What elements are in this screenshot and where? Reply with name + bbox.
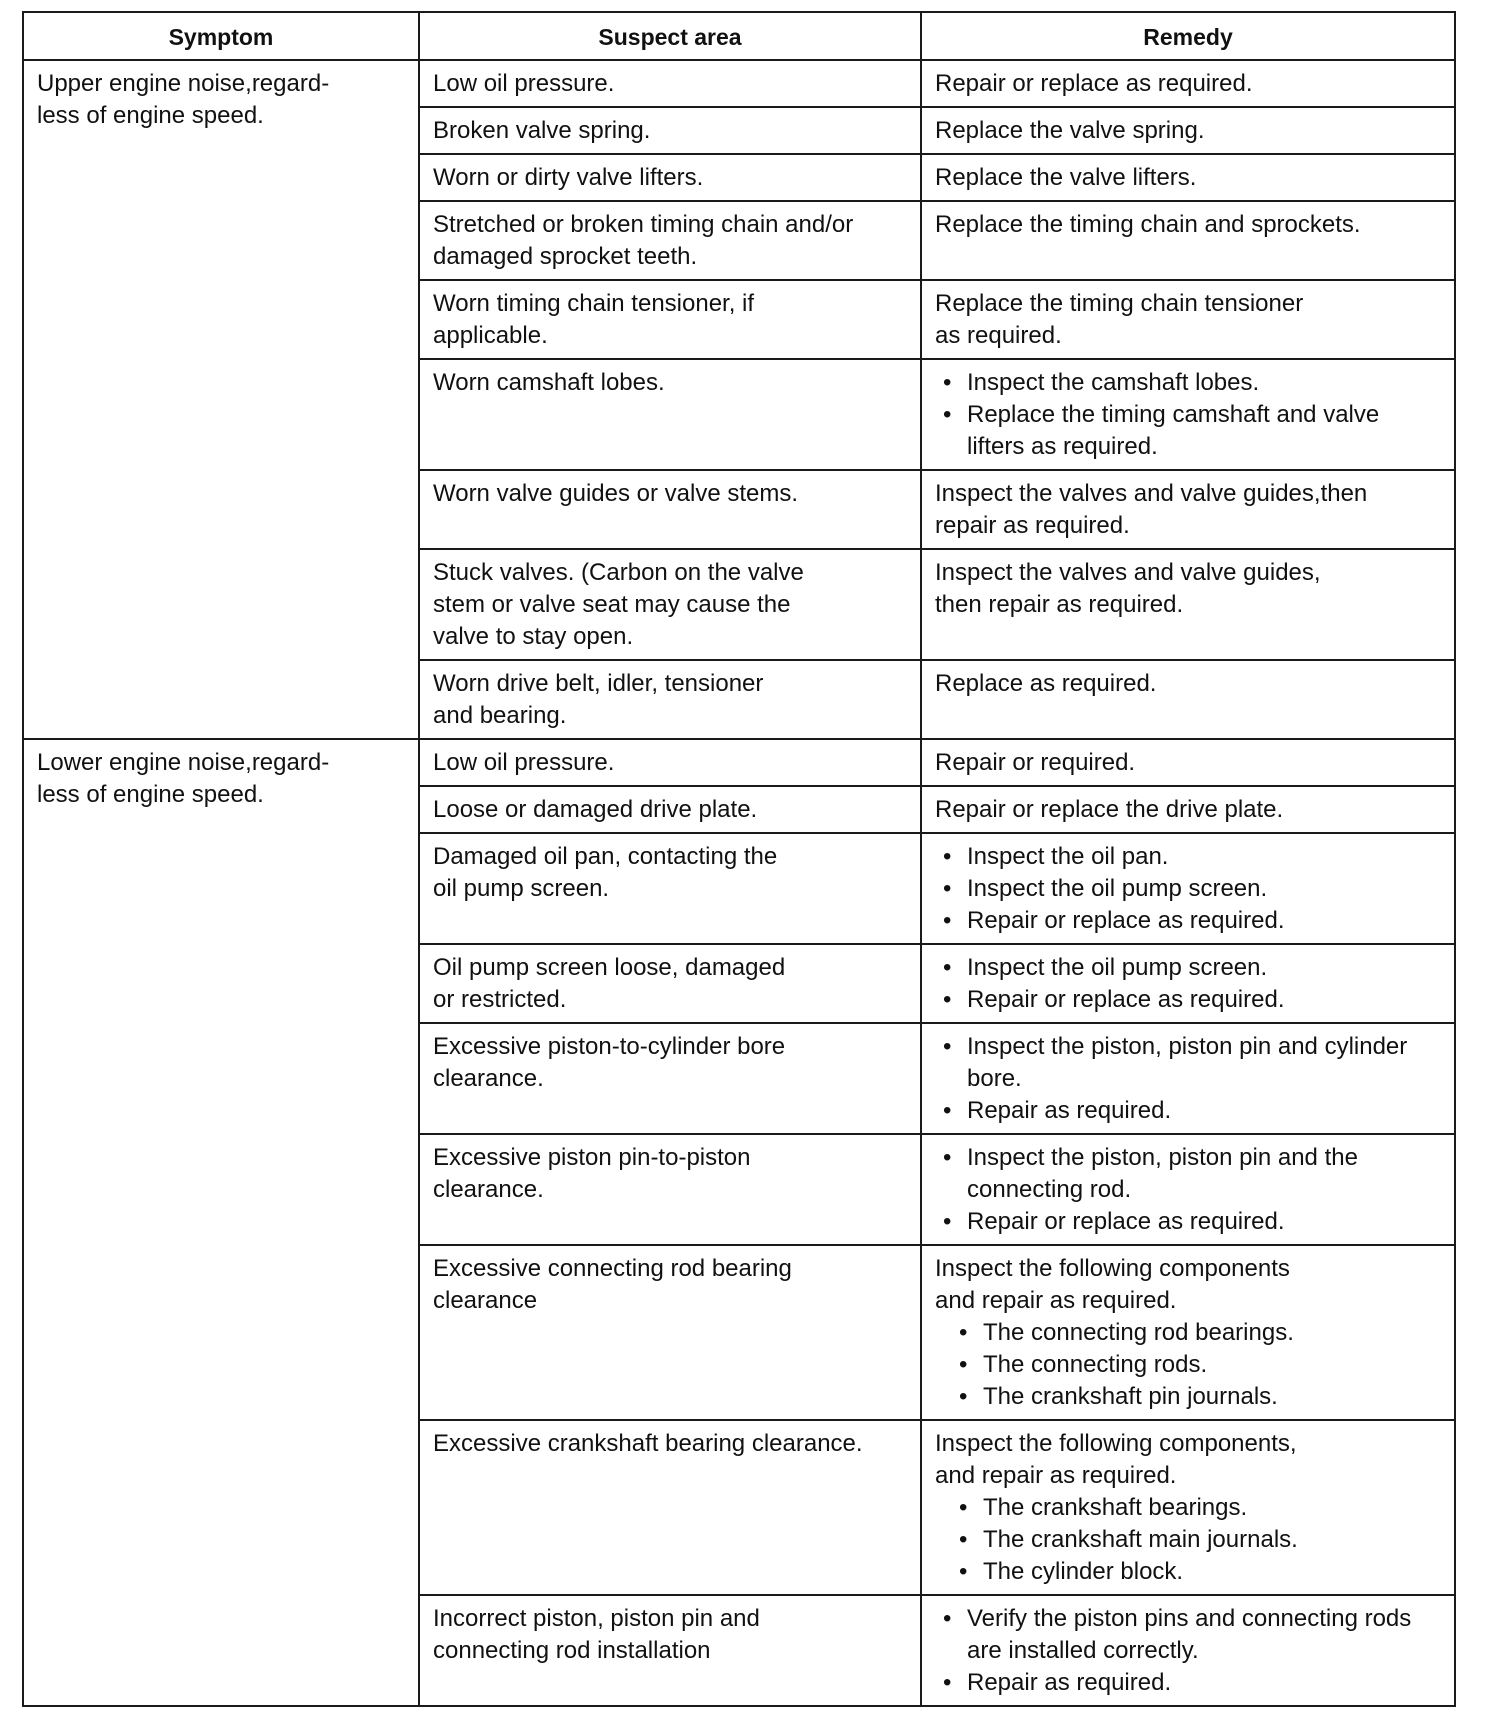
remedy-text: Inspect the valves and valve guides, <box>935 559 1321 586</box>
remedy-bullet-item: • Verify the piston pins and connecting rods are installed correctly. <box>935 1603 1441 1667</box>
symptom-text: Lower engine noise,regard- <box>37 749 330 776</box>
suspect-area-text: Excessive piston pin-to-piston <box>433 1144 751 1171</box>
suspect-area-text: Damaged oil pan, contacting the <box>433 843 778 870</box>
suspect-area-cell <box>419 549 921 660</box>
suspect-area-text: and bearing. <box>433 702 567 729</box>
remedy-bullet-list <box>935 841 1441 937</box>
suspect-area-text: Incorrect piston, piston pin and <box>433 1605 760 1632</box>
suspect-area-cell <box>419 1245 921 1420</box>
remedy-bullet-item: • Repair as required. <box>935 1667 1441 1699</box>
remedy-cell <box>921 470 1455 549</box>
remedy-bullet-list <box>935 952 1441 1016</box>
remedy-text: Repair or replace the drive plate. <box>935 796 1284 823</box>
suspect-area-cell <box>419 107 921 154</box>
remedy-text: Repair or required. <box>935 749 1136 776</box>
remedy-bullet-list <box>935 1492 1441 1588</box>
remedy-cell <box>921 201 1455 280</box>
remedy-text: as required. <box>935 322 1062 349</box>
suspect-area-text: Loose or damaged drive plate. <box>433 796 758 823</box>
remedy-cell <box>921 1023 1455 1134</box>
suspect-area-text: Worn drive belt, idler, tensioner <box>433 670 764 697</box>
remedy-bullet-item: • Inspect the piston, piston pin and the connecting rod. <box>935 1142 1441 1206</box>
remedy-text: Inspect the following components, <box>935 1430 1297 1457</box>
suspect-area-text: applicable. <box>433 322 548 349</box>
remedy-text: and repair as required. <box>935 1462 1177 1489</box>
suspect-area-cell <box>419 1595 921 1706</box>
remedy-bullet-item: • Inspect the oil pump screen. <box>935 952 1441 984</box>
suspect-area-text: Low oil pressure. <box>433 749 615 776</box>
remedy-bullet-item: • The crankshaft bearings. <box>935 1492 1441 1524</box>
remedy-bullet-list <box>935 1031 1441 1127</box>
symptom-text: less of engine speed. <box>37 781 264 808</box>
suspect-area-cell <box>419 1420 921 1595</box>
remedy-text: Replace the valve lifters. <box>935 164 1197 191</box>
table-body <box>23 60 1455 1706</box>
symptom-cell <box>23 739 419 1706</box>
suspect-area-text: or restricted. <box>433 986 567 1013</box>
suspect-area-cell <box>419 944 921 1023</box>
remedy-cell <box>921 1420 1455 1595</box>
remedy-bullet-item: • Inspect the piston, piston pin and cylinder bore. <box>935 1031 1441 1095</box>
diagnosis-page <box>22 11 1454 1707</box>
remedy-cell <box>921 60 1455 107</box>
suspect-area-text: clearance. <box>433 1065 544 1092</box>
suspect-area-cell <box>419 1134 921 1245</box>
suspect-area-text: Low oil pressure. <box>433 70 615 97</box>
suspect-area-text: Excessive connecting rod bearing <box>433 1255 792 1282</box>
remedy-text: Repair or replace as required. <box>935 70 1253 97</box>
remedy-text: Inspect the following components <box>935 1255 1290 1282</box>
remedy-cell <box>921 833 1455 944</box>
suspect-area-text: damaged sprocket teeth. <box>433 243 698 270</box>
suspect-area-text: Worn camshaft lobes. <box>433 369 665 396</box>
remedy-bullet-item: • The connecting rods. <box>935 1349 1441 1381</box>
symptom-text: Upper engine noise,regard- <box>37 70 330 97</box>
suspect-area-text: stem or valve seat may cause the <box>433 591 791 618</box>
table-row <box>23 739 1455 786</box>
remedy-cell <box>921 1134 1455 1245</box>
suspect-area-cell <box>419 280 921 359</box>
remedy-cell <box>921 107 1455 154</box>
suspect-area-text: oil pump screen. <box>433 875 610 902</box>
remedy-bullet-item: • Repair or replace as required. <box>935 905 1441 937</box>
remedy-cell <box>921 549 1455 660</box>
header-symptom: Symptom <box>23 12 419 60</box>
remedy-bullet-item: • Inspect the oil pan. <box>935 841 1441 873</box>
remedy-bullet-list <box>935 1142 1441 1238</box>
header-suspect-area: Suspect area <box>419 12 921 60</box>
remedy-text: Replace as required. <box>935 670 1157 697</box>
remedy-bullet-list <box>935 1603 1441 1699</box>
suspect-area-text: Worn or dirty valve lifters. <box>433 164 704 191</box>
remedy-cell <box>921 660 1455 739</box>
remedy-bullet-list <box>935 367 1441 463</box>
remedy-cell <box>921 359 1455 470</box>
suspect-area-cell <box>419 660 921 739</box>
suspect-area-cell <box>419 786 921 833</box>
table-header-row <box>23 12 1455 60</box>
table-row <box>23 60 1455 107</box>
remedy-bullet-item: • Repair or replace as required. <box>935 984 1441 1016</box>
remedy-text: Inspect the valves and valve guides,then <box>935 480 1368 507</box>
suspect-area-text: Stuck valves. (Carbon on the valve <box>433 559 804 586</box>
suspect-area-text: Worn valve guides or valve stems. <box>433 480 799 507</box>
symptom-cell <box>23 60 419 739</box>
remedy-text: and repair as required. <box>935 1287 1177 1314</box>
remedy-text: then repair as required. <box>935 591 1184 618</box>
suspect-area-cell <box>419 201 921 280</box>
remedy-bullet-item: • The crankshaft pin journals. <box>935 1381 1441 1413</box>
remedy-text: Replace the valve spring. <box>935 117 1205 144</box>
suspect-area-text: connecting rod installation <box>433 1637 711 1664</box>
remedy-bullet-list <box>935 1317 1441 1413</box>
remedy-text: repair as required. <box>935 512 1130 539</box>
suspect-area-text: Broken valve spring. <box>433 117 651 144</box>
suspect-area-text: Stretched or broken timing chain and/or <box>433 211 854 238</box>
suspect-area-text: Worn timing chain tensioner, if <box>433 290 755 317</box>
suspect-area-text: valve to stay open. <box>433 623 634 650</box>
engine-noise-diagnosis-table <box>22 11 1456 1707</box>
suspect-area-text: Excessive crankshaft bearing clearance. <box>433 1430 863 1457</box>
suspect-area-cell <box>419 470 921 549</box>
remedy-cell <box>921 280 1455 359</box>
header-remedy: Remedy <box>921 12 1455 60</box>
suspect-area-text: clearance <box>433 1287 538 1314</box>
suspect-area-cell <box>419 359 921 470</box>
suspect-area-cell <box>419 739 921 786</box>
suspect-area-cell <box>419 60 921 107</box>
remedy-bullet-item: • Inspect the camshaft lobes. <box>935 367 1441 399</box>
suspect-area-cell <box>419 1023 921 1134</box>
remedy-cell <box>921 944 1455 1023</box>
remedy-bullet-item: • The crankshaft main journals. <box>935 1524 1441 1556</box>
remedy-cell <box>921 154 1455 201</box>
remedy-cell <box>921 1595 1455 1706</box>
remedy-text: Replace the timing chain tensioner <box>935 290 1304 317</box>
remedy-cell <box>921 739 1455 786</box>
remedy-cell <box>921 1245 1455 1420</box>
symptom-text: less of engine speed. <box>37 102 264 129</box>
remedy-bullet-item: • Repair as required. <box>935 1095 1441 1127</box>
suspect-area-text: clearance. <box>433 1176 544 1203</box>
remedy-bullet-item: • The cylinder block. <box>935 1556 1441 1588</box>
remedy-bullet-item: • Replace the timing camshaft and valve lifters as required. <box>935 399 1441 463</box>
remedy-cell <box>921 786 1455 833</box>
suspect-area-cell <box>419 154 921 201</box>
remedy-text: Replace the timing chain and sprockets. <box>935 211 1361 238</box>
remedy-bullet-item: • Repair or replace as required. <box>935 1206 1441 1238</box>
suspect-area-text: Oil pump screen loose, damaged <box>433 954 786 981</box>
suspect-area-cell <box>419 833 921 944</box>
remedy-bullet-item: • The connecting rod bearings. <box>935 1317 1441 1349</box>
remedy-bullet-item: • Inspect the oil pump screen. <box>935 873 1441 905</box>
suspect-area-text: Excessive piston-to-cylinder bore <box>433 1033 786 1060</box>
